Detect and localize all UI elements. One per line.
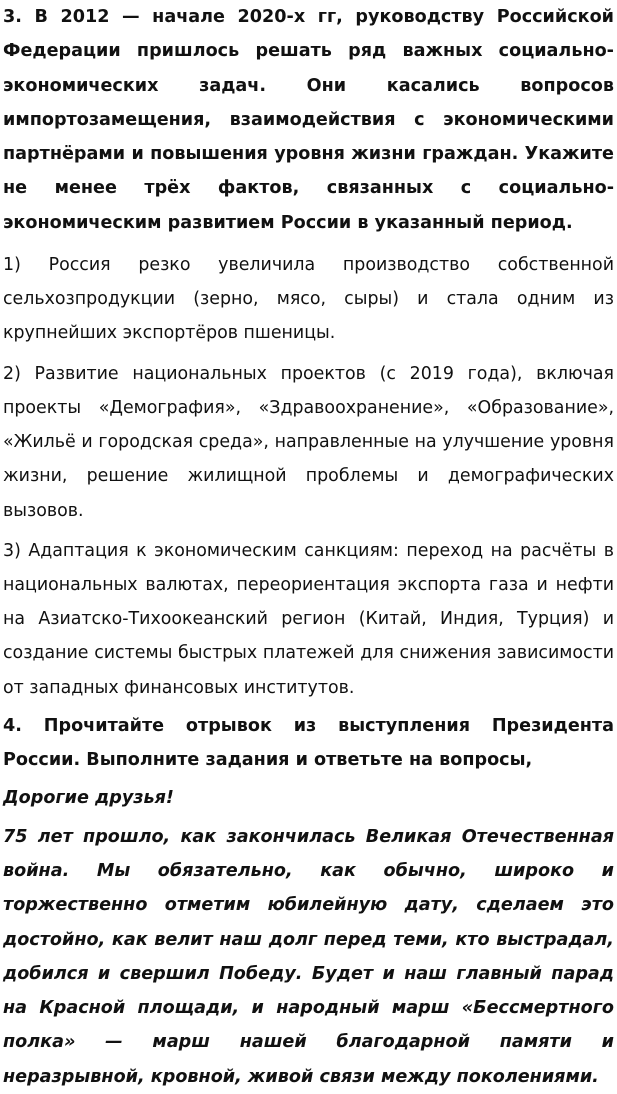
question-4-prompt: 4. Прочитайте отрывок из выступления Президента России. Выполните задания и ответьте на вопросы, [3, 715, 614, 771]
answer-3: 3) Адаптация к экономическим санкциям: переход на расчёты в национальных валютах, переориентация экспорта газа и нефти на Азиатско-Тихоокеанский регион (Китай, Индия, Турция) и создание системы быстрых платежей для снижения зависимости от западных финансовых институтов. [3, 540, 614, 698]
question-3-prompt: 3. В 2012 — начале 2020-х гг, руководству Российской Федерации пришлось решать ряд важных социально-экономических задач. Они касались вопросов импортозамещения, взаимодействия с экономическими партнёрами и повышения уровня жизни граждан. Укажите не менее трёх фактов, связанных с социально-экономическим развитием России в указанный период. [3, 7, 614, 233]
answer-2: 2) Развитие национальных проектов (с 2019 года), включая проекты «Демография», «Здравоохранение», «Образование», «Жильё и городская среда», направленные на улучшение уровня жизни, решение жилищной проблемы и демографических вызовов. [3, 363, 614, 521]
document-page [3, 0, 614, 1094]
speech-excerpt: 75 лет прошло, как закончилась Великая Отечественная война. Мы обязательно, как обычно, широко и торжественно отметим юбилейную дату, сделаем это достойно, как велит наш долг перед теми, кто выстрадал, добился и свершил Победу. Будет и наш главный парад на Красной площади, и народный марш «Бессмертного полка» — марш нашей благодарной памяти и неразрывной, кровной, живой связи между поколениями. [3, 826, 614, 1087]
answer-1: 1) Россия резко увеличила производство собственной сельхозпродукции (зерно, мясо, сыры) и стала одним из крупнейших экспортёров пшеницы. [3, 255, 614, 344]
speech-greeting: Дорогие друзья! [3, 788, 174, 809]
